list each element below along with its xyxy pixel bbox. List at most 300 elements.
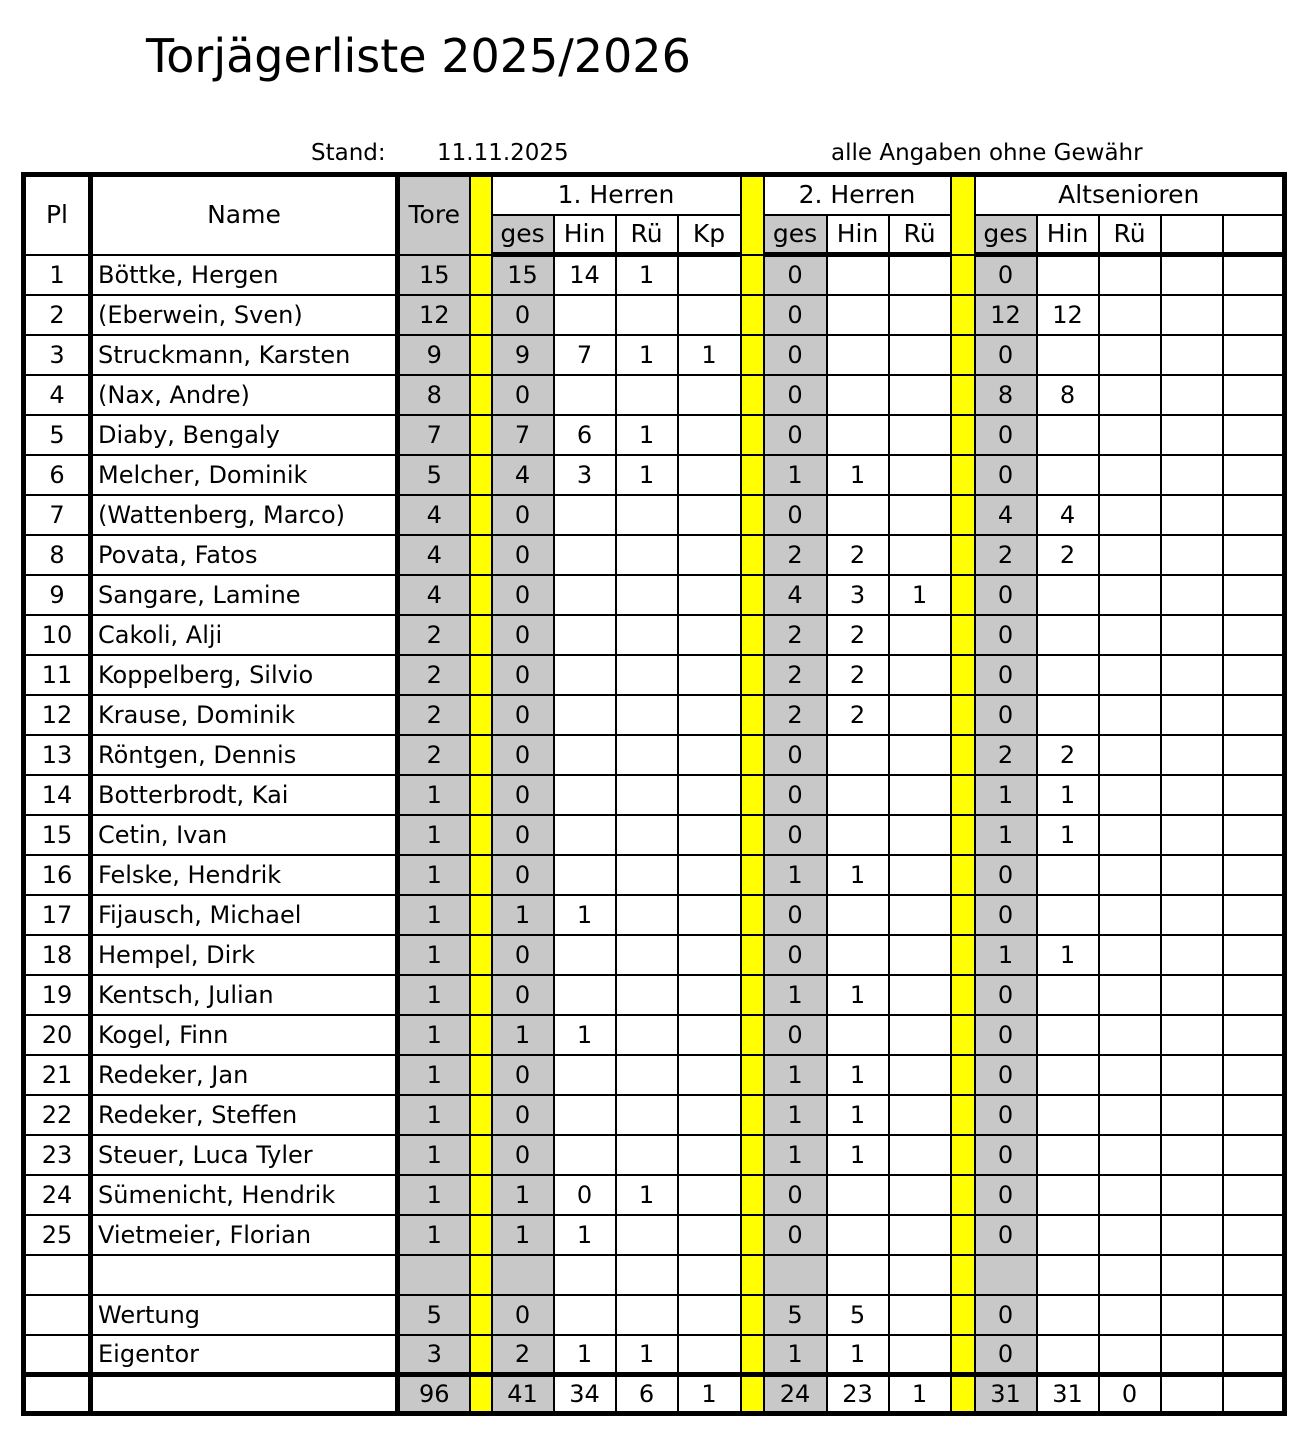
cell-as-extra (1161, 895, 1223, 935)
cell-as-ges: 0 (975, 695, 1037, 735)
cell-as-extra (1223, 1135, 1285, 1175)
stand-label: Stand: (311, 140, 386, 166)
cell-h1-kp (678, 495, 741, 535)
cell-h2-ges: 2 (764, 655, 827, 695)
separator (951, 415, 975, 455)
cell-h2-rue (889, 855, 951, 895)
cell-name: Koppelberg, Silvio (91, 655, 398, 695)
cell-pl: 23 (24, 1135, 91, 1175)
cell-h1-kp (678, 1175, 741, 1215)
cell-h2-ges: 5 (764, 1295, 827, 1335)
cell-pl: 3 (24, 335, 91, 375)
cell-pl: 13 (24, 735, 91, 775)
cell-h1-rue: 1 (616, 335, 678, 375)
table-row (24, 1215, 1285, 1255)
cell-tore: 2 (398, 735, 470, 775)
separator (951, 255, 975, 295)
separator (951, 775, 975, 815)
cell-pl: 25 (24, 1215, 91, 1255)
cell-h1-rue (616, 615, 678, 655)
cell-as-ges: 0 (975, 455, 1037, 495)
cell-h2-rue (889, 815, 951, 855)
table-row (24, 335, 1285, 375)
cell-h2-hin (827, 295, 889, 335)
separator (951, 375, 975, 415)
cell-name: Kogel, Finn (91, 1015, 398, 1055)
cell-as-extra (1161, 935, 1223, 975)
separator (951, 495, 975, 535)
cell-h2-ges: 1 (764, 1335, 827, 1375)
cell-h1-hin (554, 655, 616, 695)
cell-h2-rue (889, 455, 951, 495)
table-row (24, 695, 1285, 735)
separator (951, 895, 975, 935)
cell-as-hin (1037, 1335, 1099, 1375)
cell-name: Krause, Dominik (91, 695, 398, 735)
cell-h1-ges: 15 (492, 255, 554, 295)
cell-name: Botterbrodt, Kai (91, 775, 398, 815)
separator (470, 1135, 492, 1175)
cell-as-extra (1223, 455, 1285, 495)
table-row (24, 295, 1285, 335)
separator (470, 1095, 492, 1135)
cell-tore: 9 (398, 335, 470, 375)
cell-h2-ges: 0 (764, 1015, 827, 1055)
cell-tore: 7 (398, 415, 470, 455)
cell-as-ges: 0 (975, 975, 1037, 1015)
cell-tore: 8 (398, 375, 470, 415)
separator (741, 375, 764, 415)
cell-tore: 4 (398, 535, 470, 575)
cell-as-ges: 12 (975, 295, 1037, 335)
cell-name: Diaby, Bengaly (91, 415, 398, 455)
cell-h1-rue (616, 655, 678, 695)
separator (951, 735, 975, 775)
cell-as-extra (1223, 1375, 1285, 1414)
cell-as-extra (1223, 695, 1285, 735)
cell-h1-hin (554, 1295, 616, 1335)
separator (951, 695, 975, 735)
separator (741, 895, 764, 935)
cell-h1-hin (554, 695, 616, 735)
separator (951, 1255, 975, 1295)
cell-h1-kp (678, 255, 741, 295)
cell-h1-kp (678, 895, 741, 935)
cell-as-ges: 2 (975, 535, 1037, 575)
cell-as-extra (1223, 1295, 1285, 1335)
cell-as-extra (1161, 535, 1223, 575)
cell-h1-hin: 6 (554, 415, 616, 455)
cell-as-hin (1037, 695, 1099, 735)
cell-h2-hin: 1 (827, 1335, 889, 1375)
cell-as-extra (1161, 615, 1223, 655)
cell-as-extra (1161, 375, 1223, 415)
cell-h2-hin: 2 (827, 655, 889, 695)
cell-h2-ges: 1 (764, 455, 827, 495)
cell-h2-rue (889, 295, 951, 335)
cell-h2-rue (889, 615, 951, 655)
cell-pl (24, 1375, 91, 1414)
separator (741, 935, 764, 975)
cell-tore: 4 (398, 495, 470, 535)
cell-h2-hin: 1 (827, 455, 889, 495)
cell-tore: 5 (398, 1295, 470, 1335)
cell-pl: 19 (24, 975, 91, 1015)
separator (741, 1095, 764, 1135)
cell-h2-ges: 4 (764, 575, 827, 615)
separator (470, 1215, 492, 1255)
header-h1-hin: Hin (554, 215, 616, 255)
separator (470, 1375, 492, 1414)
cell-as-rue (1099, 975, 1161, 1015)
cell-h1-kp (678, 375, 741, 415)
cell-h1-kp (678, 1095, 741, 1135)
separator (741, 1015, 764, 1055)
separator (470, 535, 492, 575)
cell-as-hin (1037, 615, 1099, 655)
separator (470, 335, 492, 375)
cell-h2-rue: 1 (889, 1375, 951, 1414)
separator (470, 375, 492, 415)
separator (741, 855, 764, 895)
cell-h2-hin (827, 935, 889, 975)
cell-h2-hin: 1 (827, 855, 889, 895)
cell-tore: 1 (398, 1135, 470, 1175)
cell-h1-kp (678, 1055, 741, 1095)
cell-h1-kp (678, 935, 741, 975)
separator (470, 415, 492, 455)
separator (951, 1015, 975, 1055)
cell-as-extra (1161, 415, 1223, 455)
cell-as-ges: 0 (975, 615, 1037, 655)
separator (470, 175, 492, 255)
cell-tore: 5 (398, 455, 470, 495)
cell-as-rue (1099, 1215, 1161, 1255)
cell-as-rue (1099, 1175, 1161, 1215)
cell-as-extra (1161, 455, 1223, 495)
cell-h2-ges: 1 (764, 1055, 827, 1095)
cell-as-rue (1099, 1015, 1161, 1055)
header-as-ges: ges (975, 215, 1037, 255)
separator (741, 1215, 764, 1255)
cell-h1-ges: 0 (492, 615, 554, 655)
separator (951, 1135, 975, 1175)
cell-h1-hin (554, 295, 616, 335)
cell-name: Fijausch, Michael (91, 895, 398, 935)
separator (741, 1135, 764, 1175)
cell-h1-ges: 0 (492, 1095, 554, 1135)
cell-h1-rue (616, 855, 678, 895)
cell-as-ges: 0 (975, 415, 1037, 455)
cell-h2-ges (764, 1255, 827, 1295)
table-row (24, 855, 1285, 895)
cell-h2-hin (827, 495, 889, 535)
cell-as-ges: 0 (975, 1055, 1037, 1095)
table-row (24, 415, 1285, 455)
cell-h2-rue (889, 335, 951, 375)
header-h1-kp: Kp (678, 215, 741, 255)
cell-h2-hin: 5 (827, 1295, 889, 1335)
cell-as-rue (1099, 1335, 1161, 1375)
cell-h2-ges: 0 (764, 895, 827, 935)
cell-as-extra (1223, 855, 1285, 895)
page-title: Torjägerliste 2025/2026 (146, 29, 691, 83)
cell-as-extra (1161, 815, 1223, 855)
cell-name: Vietmeier, Florian (91, 1215, 398, 1255)
cell-h1-hin: 1 (554, 1215, 616, 1255)
cell-h1-kp (678, 1255, 741, 1295)
cell-h2-hin: 1 (827, 1095, 889, 1135)
cell-as-hin: 31 (1037, 1375, 1099, 1414)
cell-h1-kp: 1 (678, 1375, 741, 1414)
header-as-extra (1161, 215, 1223, 255)
cell-as-rue (1099, 615, 1161, 655)
cell-h2-rue (889, 1215, 951, 1255)
cell-as-extra (1161, 1175, 1223, 1215)
cell-h2-rue (889, 1095, 951, 1135)
separator (470, 775, 492, 815)
cell-pl (24, 1255, 91, 1295)
cell-as-hin (1037, 1135, 1099, 1175)
cell-name: Röntgen, Dennis (91, 735, 398, 775)
cell-h2-rue (889, 895, 951, 935)
cell-name: (Nax, Andre) (91, 375, 398, 415)
cell-h2-ges: 1 (764, 1135, 827, 1175)
cell-h2-hin: 3 (827, 575, 889, 615)
separator (951, 975, 975, 1015)
cell-h2-hin (827, 815, 889, 855)
cell-name: Böttke, Hergen (91, 255, 398, 295)
cell-h1-ges: 0 (492, 815, 554, 855)
cell-name: Steuer, Luca Tyler (91, 1135, 398, 1175)
cell-as-rue (1099, 335, 1161, 375)
cell-h1-hin (554, 1095, 616, 1135)
cell-h1-ges: 0 (492, 655, 554, 695)
cell-as-extra (1223, 1215, 1285, 1255)
cell-pl: 21 (24, 1055, 91, 1095)
cell-h1-ges: 0 (492, 295, 554, 335)
separator (470, 1255, 492, 1295)
cell-tore: 1 (398, 815, 470, 855)
cell-h2-rue (889, 735, 951, 775)
cell-h1-hin: 1 (554, 895, 616, 935)
cell-as-rue: 0 (1099, 1375, 1161, 1414)
cell-as-rue (1099, 295, 1161, 335)
cell-as-extra (1161, 655, 1223, 695)
cell-h2-hin: 1 (827, 1055, 889, 1095)
cell-h1-kp (678, 415, 741, 455)
table-row (24, 895, 1285, 935)
cell-as-rue (1099, 255, 1161, 295)
cell-as-hin (1037, 1175, 1099, 1215)
cell-as-hin (1037, 415, 1099, 455)
cell-pl (24, 1335, 91, 1375)
cell-h1-ges: 0 (492, 535, 554, 575)
cell-name: Eigentor (91, 1335, 398, 1375)
cell-name: (Wattenberg, Marco) (91, 495, 398, 535)
separator (741, 255, 764, 295)
cell-h1-kp (678, 535, 741, 575)
table-row (24, 495, 1285, 535)
cell-pl: 15 (24, 815, 91, 855)
separator (741, 975, 764, 1015)
header-h2-rue: Rü (889, 215, 951, 255)
cell-as-hin (1037, 855, 1099, 895)
cell-pl: 2 (24, 295, 91, 335)
cell-as-ges: 0 (975, 1295, 1037, 1335)
cell-h2-hin (827, 735, 889, 775)
cell-h2-rue (889, 1175, 951, 1215)
cell-tore: 2 (398, 655, 470, 695)
cell-as-rue (1099, 735, 1161, 775)
cell-h2-ges: 0 (764, 415, 827, 455)
cell-tore: 12 (398, 295, 470, 335)
cell-h1-hin (554, 975, 616, 1015)
separator (470, 655, 492, 695)
cell-as-hin: 1 (1037, 775, 1099, 815)
cell-as-ges: 2 (975, 735, 1037, 775)
cell-h2-hin: 1 (827, 1135, 889, 1175)
cell-as-extra (1161, 295, 1223, 335)
cell-h1-rue: 6 (616, 1375, 678, 1414)
cell-tore: 1 (398, 1055, 470, 1095)
cell-as-rue (1099, 535, 1161, 575)
cell-h1-kp (678, 975, 741, 1015)
cell-h2-rue (889, 655, 951, 695)
cell-h1-kp (678, 775, 741, 815)
cell-h1-rue (616, 775, 678, 815)
cell-pl: 22 (24, 1095, 91, 1135)
cell-h1-rue: 1 (616, 455, 678, 495)
cell-name: Sümenicht, Hendrik (91, 1175, 398, 1215)
cell-h2-hin (827, 775, 889, 815)
separator (951, 175, 975, 255)
cell-as-hin (1037, 455, 1099, 495)
separator (951, 1335, 975, 1375)
table-row (24, 615, 1285, 655)
cell-h1-ges: 1 (492, 1215, 554, 1255)
cell-name: Redeker, Steffen (91, 1095, 398, 1135)
cell-h2-rue (889, 1015, 951, 1055)
cell-h2-ges: 0 (764, 295, 827, 335)
cell-pl: 8 (24, 535, 91, 575)
separator (470, 855, 492, 895)
separator (741, 735, 764, 775)
cell-pl: 6 (24, 455, 91, 495)
cell-tore: 4 (398, 575, 470, 615)
separator (951, 1175, 975, 1215)
header-h2-ges: ges (764, 215, 827, 255)
cell-as-extra (1223, 1335, 1285, 1375)
cell-as-hin (1037, 1015, 1099, 1055)
cell-h1-kp (678, 1015, 741, 1055)
separator (951, 1095, 975, 1135)
header-h2-hin: Hin (827, 215, 889, 255)
cell-h2-hin (827, 1015, 889, 1055)
cell-h1-ges: 0 (492, 1295, 554, 1335)
cell-as-extra (1223, 1255, 1285, 1295)
cell-h1-rue (616, 735, 678, 775)
cell-h1-hin (554, 1255, 616, 1295)
table-row (24, 1175, 1285, 1215)
table-row (24, 1335, 1285, 1375)
separator (741, 535, 764, 575)
cell-tore: 96 (398, 1375, 470, 1414)
cell-as-ges: 0 (975, 1215, 1037, 1255)
cell-h1-rue (616, 1295, 678, 1335)
header-h1-ges: ges (492, 215, 554, 255)
cell-h2-rue (889, 495, 951, 535)
cell-as-rue (1099, 375, 1161, 415)
cell-h1-ges: 1 (492, 895, 554, 935)
cell-h2-ges: 24 (764, 1375, 827, 1414)
disclaimer: alle Angaben ohne Gewähr (831, 140, 1143, 166)
cell-h1-ges: 7 (492, 415, 554, 455)
cell-as-hin: 2 (1037, 735, 1099, 775)
cell-as-extra (1223, 1055, 1285, 1095)
cell-tore (398, 1255, 470, 1295)
table-row (24, 455, 1285, 495)
cell-h1-kp (678, 655, 741, 695)
cell-tore: 1 (398, 855, 470, 895)
cell-as-rue (1099, 895, 1161, 935)
cell-h2-rue (889, 415, 951, 455)
table-row (24, 535, 1285, 575)
cell-as-extra (1223, 975, 1285, 1015)
cell-as-ges: 0 (975, 1135, 1037, 1175)
cell-h2-ges: 0 (764, 375, 827, 415)
cell-as-rue (1099, 1255, 1161, 1295)
cell-as-hin (1037, 1215, 1099, 1255)
cell-as-extra (1161, 1135, 1223, 1175)
cell-h1-hin: 3 (554, 455, 616, 495)
cell-as-rue (1099, 575, 1161, 615)
cell-pl: 17 (24, 895, 91, 935)
cell-h1-hin: 34 (554, 1375, 616, 1414)
cell-as-extra (1161, 1015, 1223, 1055)
cell-h2-rue (889, 255, 951, 295)
cell-as-extra (1223, 575, 1285, 615)
cell-h1-ges: 0 (492, 1055, 554, 1095)
cell-h1-ges: 0 (492, 855, 554, 895)
cell-as-hin (1037, 255, 1099, 295)
cell-as-hin (1037, 975, 1099, 1015)
cell-as-extra (1161, 975, 1223, 1015)
cell-h1-ges: 1 (492, 1015, 554, 1055)
separator (470, 1015, 492, 1055)
cell-h2-ges: 2 (764, 615, 827, 655)
separator (951, 535, 975, 575)
cell-as-rue (1099, 695, 1161, 735)
cell-h1-rue (616, 1055, 678, 1095)
cell-as-ges: 0 (975, 1015, 1037, 1055)
cell-name: Cetin, Ivan (91, 815, 398, 855)
separator (470, 1295, 492, 1335)
cell-pl: 10 (24, 615, 91, 655)
cell-h2-rue (889, 1255, 951, 1295)
cell-pl: 11 (24, 655, 91, 695)
cell-tore: 2 (398, 695, 470, 735)
cell-pl: 18 (24, 935, 91, 975)
separator (741, 295, 764, 335)
cell-h1-rue: 1 (616, 1175, 678, 1215)
cell-h2-ges: 0 (764, 255, 827, 295)
separator (741, 575, 764, 615)
cell-pl: 9 (24, 575, 91, 615)
cell-as-extra (1161, 255, 1223, 295)
separator (470, 815, 492, 855)
cell-as-extra (1161, 575, 1223, 615)
